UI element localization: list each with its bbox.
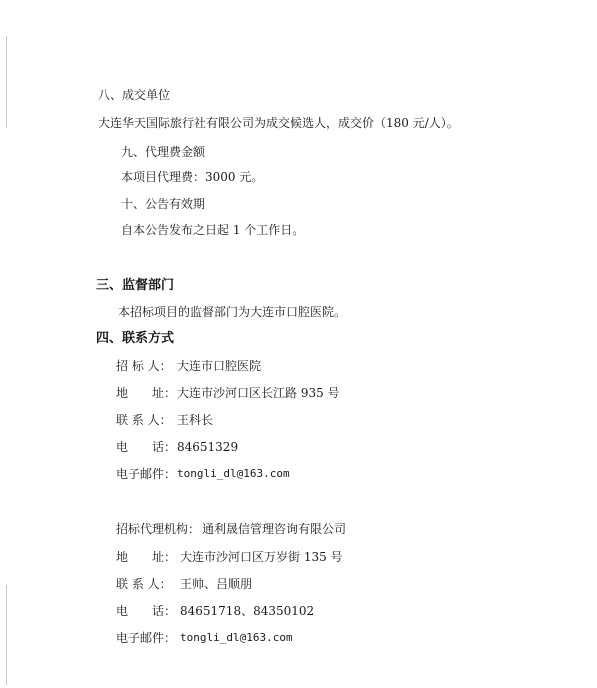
tenderer-phone: 84651329 — [177, 440, 239, 454]
tenderer-name-label: 招 标 人： — [116, 359, 172, 373]
tenderer-name: 大连市口腔医院 — [177, 359, 262, 373]
tenderer-name-row — [116, 359, 262, 373]
agency-name-label: 招标代理机构： — [116, 522, 201, 536]
agency-phone-row — [116, 604, 315, 618]
scan-edge-bottom — [6, 585, 7, 685]
agency-name-row — [116, 522, 347, 536]
section-8-text: 大连华天国际旅行社有限公司为成交候选人，成交价（180 元/人）。 — [98, 116, 459, 130]
tenderer-contact-label: 联 系 人： — [116, 413, 172, 427]
section-10-title: 十、公告有效期 — [121, 197, 206, 211]
supervision-text: 本招标项目的监督部门为大连市口腔医院。 — [118, 305, 347, 319]
tenderer-phone-label: 电 话： — [116, 440, 177, 454]
tenderer-address-row — [116, 386, 340, 400]
tenderer-address-label: 地 址： — [116, 386, 177, 400]
agency-email-row — [116, 631, 293, 645]
agency-address-label: 地 址： — [116, 550, 177, 564]
agency-address-row — [116, 550, 343, 564]
section-10-text: 自本公告发布之日起 1 个工作日。 — [121, 223, 305, 237]
scan-edge-top — [6, 36, 7, 128]
heading-contact: 四、联系方式 — [96, 331, 175, 346]
tenderer-email: tongli_dl@163.com — [177, 467, 290, 480]
agency-contact-label: 联 系 人： — [116, 577, 172, 591]
tenderer-contact: 王科长 — [177, 413, 214, 427]
tenderer-contact-row — [116, 413, 214, 427]
agency-contact-row — [116, 577, 253, 591]
section-8-title: 八、成交单位 — [98, 88, 171, 102]
tenderer-email-row — [116, 467, 290, 481]
agency-name: 通利晟信管理咨询有限公司 — [202, 522, 347, 536]
agency-address: 大连市沙河口区万岁街 135 号 — [180, 550, 343, 564]
agency-email-label: 电子邮件： — [116, 631, 177, 645]
tenderer-email-label: 电子邮件： — [116, 467, 177, 481]
agency-phone: 84651718、84350102 — [180, 604, 315, 618]
tenderer-address: 大连市沙河口区长江路 935 号 — [177, 386, 340, 400]
section-9-text: 本项目代理费：3000 元。 — [121, 170, 264, 184]
agency-email: tongli_dl@163.com — [180, 631, 293, 644]
section-9-title: 九、代理费金额 — [121, 145, 206, 159]
agency-contact: 王帅、吕顺朋 — [180, 577, 253, 591]
agency-phone-label: 电 话： — [116, 604, 177, 618]
heading-supervision: 三、监督部门 — [96, 278, 175, 293]
tenderer-phone-row — [116, 440, 239, 454]
